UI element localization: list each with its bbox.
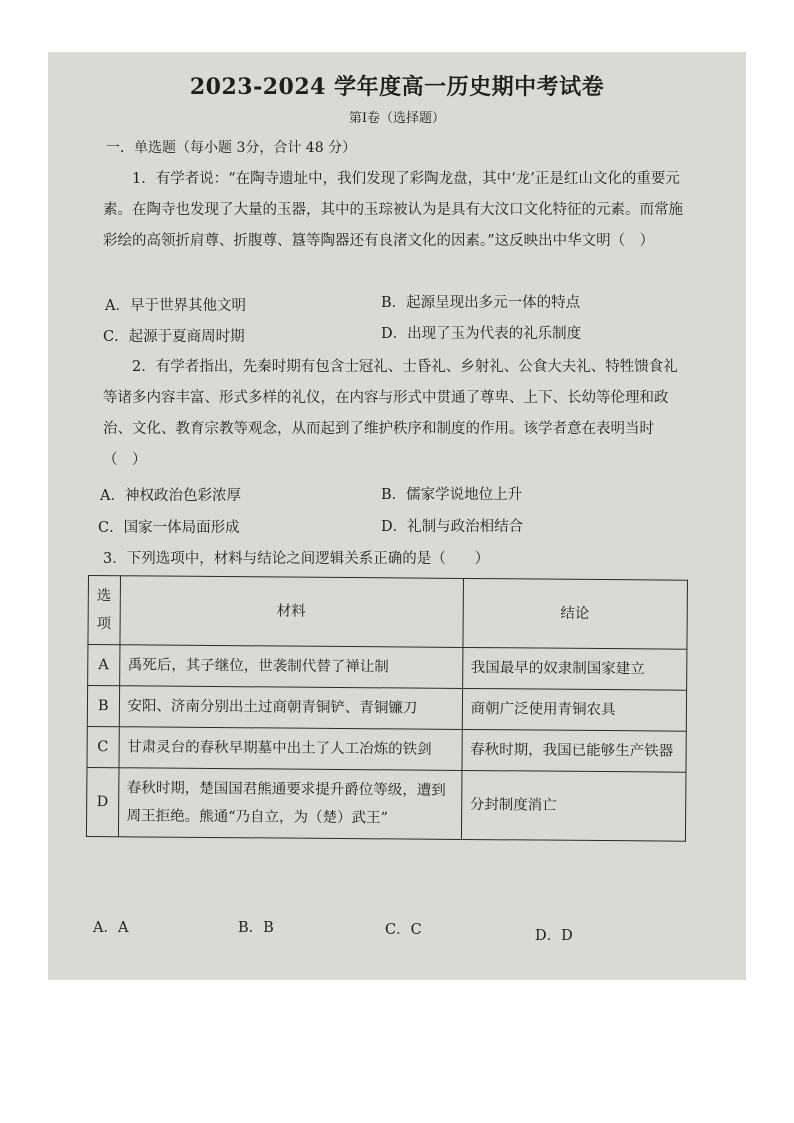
section-heading: 一．单选题（每小题 3分，合计 48 分）: [106, 140, 357, 156]
table-cell: C: [87, 726, 119, 767]
table-header: 材料: [119, 576, 463, 648]
table-cell: B: [87, 686, 119, 727]
part-label: 第Ⅰ卷（选择题）: [348, 111, 446, 126]
table-cell: D: [86, 767, 118, 836]
question-3-table: [86, 575, 688, 842]
table-cell: 春秋时期，楚国国君熊通要求提升爵位等级，遭到周王拒绝。熊通“乃自立，为（楚）武王”: [118, 768, 462, 840]
table-row: [87, 686, 686, 732]
table-cell: A: [88, 645, 120, 686]
table-row: [88, 645, 687, 691]
question-2-option-c[interactable]: C．国家一体局面形成: [98, 520, 240, 536]
question-1-option-d[interactable]: D．出现了玉为代表的礼乐制度: [381, 326, 582, 342]
table-cell: 春秋时期，我国已能够生产铁器: [461, 729, 686, 772]
question-1-option-a[interactable]: A．早于世界其他文明: [105, 298, 246, 314]
question-3-option-a[interactable]: A．A: [93, 920, 129, 936]
table-row: [87, 726, 686, 772]
question-1-option-b[interactable]: B．起源呈现出多元一体的特点: [381, 295, 581, 311]
question-2-option-d[interactable]: D．礼制与政治相结合: [381, 519, 524, 535]
question-3-option-c[interactable]: C．C: [385, 922, 422, 938]
table-header-row: [88, 576, 688, 650]
question-2-option-a[interactable]: A．神权政治色彩浓厚: [100, 488, 241, 504]
table-cell: 我国最早的奴隶制国家建立: [462, 647, 687, 690]
question-1-option-c[interactable]: C．起源于夏商周时期: [103, 329, 245, 345]
question-2-stem: 2．有学者指出，先秦时期有包含士冠礼、士昏礼、乡射礼、公食大夫礼、特牲馈食礼等诸多内容丰富、形式多样的礼仪，在内容与形式中贯通了尊卑、上下、长幼等伦理和政治、文化、教育宗教等观念，从而起到了维护秩序和制度的作用。该学者意在表明当时（ ）: [103, 359, 678, 468]
question-3-option-b[interactable]: B．B: [238, 920, 274, 936]
question-3-option-d[interactable]: D．D: [535, 928, 573, 944]
table-cell: 商朝广泛使用青铜农具: [462, 688, 687, 731]
question-2-option-b[interactable]: B．儒家学说地位上升: [381, 487, 523, 503]
question-3-stem: 3．下列选项中，材料与结论之间逻辑关系正确的是（ ）: [103, 551, 490, 567]
table-header: 选项: [88, 576, 120, 645]
exam-title: 2023-2024 学年度高一历史期中考试卷: [189, 74, 605, 100]
table-cell: 禹死后，其子继位，世袭制代替了禅让制: [119, 645, 462, 689]
table-cell: 甘肃灵台的春秋早期墓中出土了人工冶炼的铁剑: [118, 727, 461, 771]
table-cell: 安阳、济南分别出土过商朝青铜铲、青铜镰刀: [119, 686, 462, 730]
table-row: [86, 767, 686, 841]
table-header: 结论: [462, 578, 687, 649]
exam-photo: [48, 52, 746, 980]
table-cell: 分封制度消亡: [461, 770, 686, 841]
question-1-stem: 1．有学者说：“在陶寺遗址中，我们发现了彩陶龙盘，其中‘龙’正是红山文化的重要元素。在陶寺也发现了大量的玉器，其中的玉琮被认为是具有大汶口文化特征的元素。而常施彩绘的高领折肩尊、折腹尊、簋等陶器还有良渚文化的因素。”这反映出中华文明（ ）: [103, 171, 683, 249]
